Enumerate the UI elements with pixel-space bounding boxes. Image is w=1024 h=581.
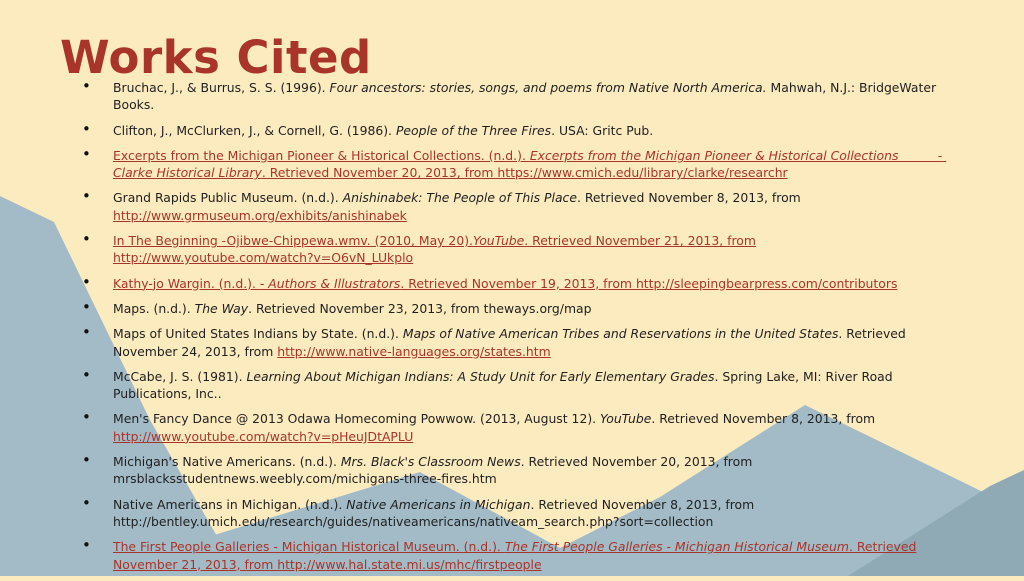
citation-text: . Retrieved November 19, 2013, from http://sleepingbearpress.com/contributors [400,275,898,291]
citation-text: . Retrieved November 21, 2013, from http://www.youtube.com/watch?v=O6vN_LUkplo [113,233,756,266]
citation-item-link[interactable] [82,147,954,182]
citation-text: Maps of United States Indians by State. (n.d.). [113,326,403,342]
citation-title: Mrs. Black's Classroom News [340,454,521,470]
citation-title: People of the Three Fires [395,122,552,138]
citation-item [82,122,954,139]
citation-text: . Retrieved November 24, 2013, from [113,326,906,359]
citation-title: Native Americans in Michigan [346,496,531,512]
citation-text: Bruchac, J., & Burrus, S. S. (1996). [113,80,330,95]
citation-text: . Retrieved November 8, 2013, from [576,190,801,206]
citation-text: . Retrieved November 8, 2013, from http://bentley.umich.edu/research/guides/nativeamericans/nativeam_search.php?sort=collection [113,496,755,529]
citation-url-link[interactable]: http://www.youtube.com/watch?v=pHeuJDtAPLU [113,428,414,444]
citation-text: Clifton, J., McClurken, J., & Cornell, G. (1986). [113,122,396,138]
citation-text: Mahwah, N.J.: BridgeWater Books. [113,80,937,113]
citation-text: Men's Fancy Dance @ 2013 Odawa Homecoming Powwow. (2013, August 12). [113,411,601,427]
citation-title: Learning About Michigan Indians: A Study Unit for Early Elementary Grades [246,368,715,384]
citation-text: Grand Rapids Public Museum. (n.d.). [113,190,343,206]
citation-text: . USA: Gritc Pub. [551,122,654,138]
citation-title: The First People Galleries - Michigan Historical Museum [504,539,849,555]
citation-title: Maps of Native American Tribes and Reservations in the United States [402,326,839,342]
citation-item [82,368,954,403]
citation-text: . Spring Lake, MI: River Road Publications, Inc.. [113,368,893,402]
citation-item [82,79,954,114]
citation-text: Excerpts from the Michigan Pioneer & Historical Collections. (n.d.). [113,147,530,163]
citation-title: The Way [194,300,249,316]
citation-item [82,300,954,317]
citation-item [82,496,954,531]
citation-text: . Retrieved November 21, 2013, from http://www.hal.state.mi.us/mhc/firstpeople [113,539,917,572]
citation-item-link[interactable] [82,232,954,267]
works-cited-list [82,79,954,581]
citation-text: Kathy-jo Wargin. (n.d.). [113,275,260,291]
citation-text: McCabe, J. S. (1981). [113,368,247,384]
citation-item [82,189,954,224]
citation-text: Maps. (n.d.). [113,300,195,316]
citation-text: . Retrieved November 8, 2013, from [651,411,876,427]
citation-title: YouTube [472,233,525,249]
citation-text: The First People Galleries - Michigan Historical Museum. (n.d.). [113,539,505,555]
citation-title: - Authors & Illustrators [259,275,401,291]
citation-text: Native Americans in Michigan. (n.d.). [113,496,347,512]
citation-title: Anishinabek: The People of This Place [342,190,577,206]
citation-text: . Retrieved November 23, 2013, from theways.org/map [248,300,592,316]
citation-text: In The Beginning -Ojibwe-Chippewa.wmv. (2010, May 20). [113,233,473,249]
citation-title: Four ancestors: stories, songs, and poems from Native North America. [329,80,767,95]
citation-item [82,410,954,445]
citation-text: Michigan's Native Americans. (n.d.). [113,454,341,470]
citation-item [82,325,954,360]
citation-title: Excerpts from the Michigan Pioneer & Historical Collections - Clarke Historical Library [113,147,947,181]
citation-url-link[interactable]: http://www.grmuseum.org/exhibits/anishinabek [113,207,407,223]
citation-title: YouTube [600,411,652,427]
slide-title: Works Cited [60,31,372,84]
citation-url-link[interactable]: http://www.native-languages.org/states.htm [277,343,551,359]
citation-text: . Retrieved November 20, 2013, from https://www.cmich.edu/library/clarke/researchr [261,165,788,181]
citation-item-link[interactable] [82,538,954,573]
citation-item [82,453,954,488]
citation-item-link[interactable] [82,275,954,292]
citation-text: . Retrieved November 20, 2013, from mrsblacksstudentnews.weebly.com/michigans-three-fires.htm [113,454,753,487]
